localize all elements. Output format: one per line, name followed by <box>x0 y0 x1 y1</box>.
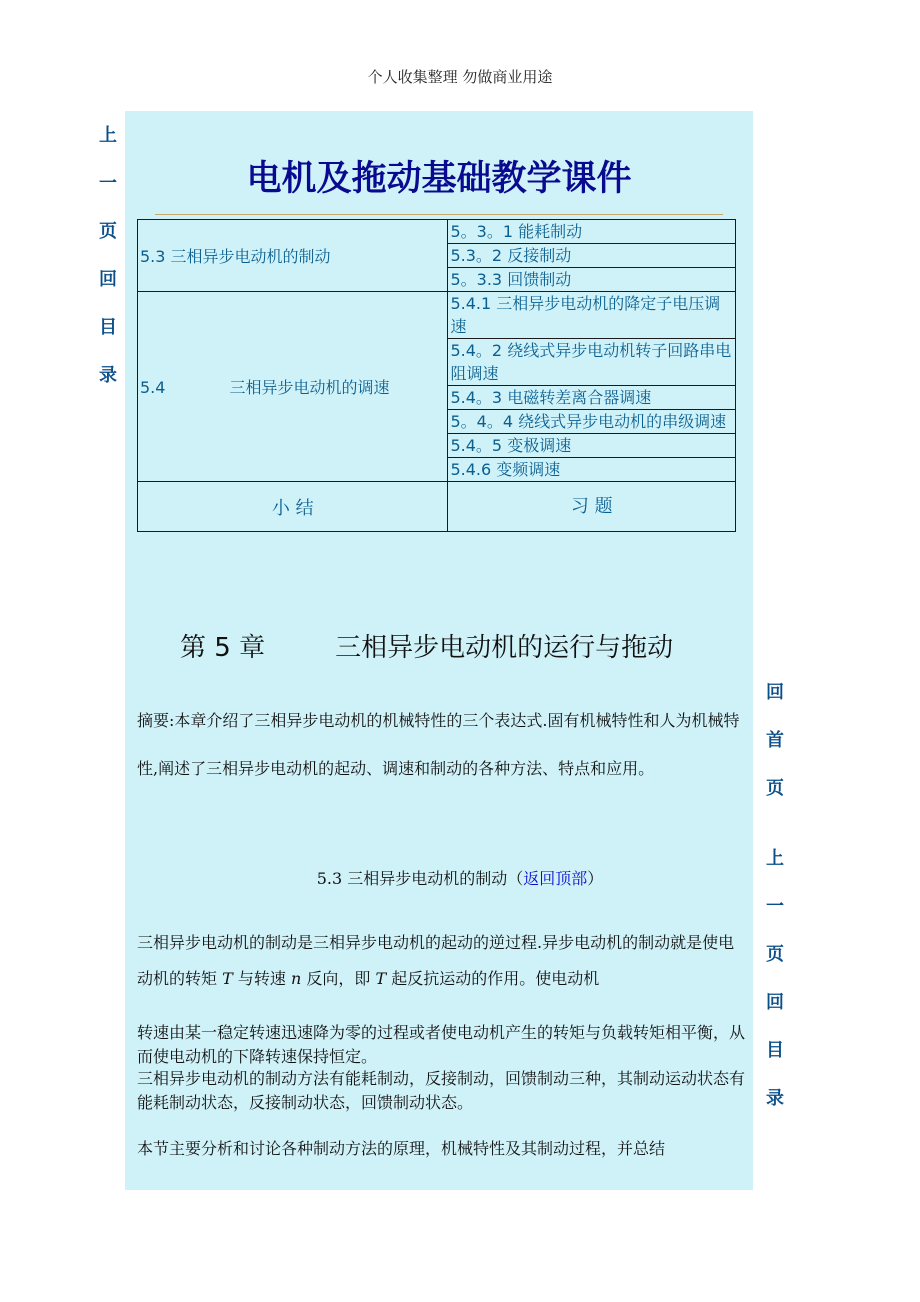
section-heading <box>0 866 920 889</box>
section-title-close: ） <box>587 869 604 888</box>
chapter-name: 三相异步电动机的运行与拖动 <box>335 633 674 663</box>
left-nav <box>95 121 121 409</box>
toc-item-5-4-2[interactable]: 5.4。2 绕线式异步电动机转子回路串电阻调速 <box>448 339 736 386</box>
toc-item-5-4-3[interactable]: 5.4。3 电磁转差离合器调速 <box>448 386 736 410</box>
abstract-text: 摘要:本章介绍了三相异步电动机的机械特性的三个表达式.固有机械特性和人为机械特性,阐述了三相异步电动机的起动、调速和制动的各种方法、特点和应用。 <box>137 711 740 778</box>
header-note: 个人收集整理 勿做商业用途 <box>367 68 553 86</box>
toc-item-5-3-1[interactable]: 5。3。1 能耗制动 <box>448 220 736 244</box>
back-to-top-link[interactable]: 返回顶部 <box>523 869 588 888</box>
nav-prev-page[interactable]: 上 <box>766 848 784 869</box>
nav-prev-page[interactable]: 一 <box>99 173 117 194</box>
toc-table <box>137 219 736 532</box>
toc-item-5-4-1[interactable]: 5.4.1 三相异步电动机的降定子电压调速 <box>448 292 736 339</box>
nav-home[interactable]: 页 <box>766 778 784 799</box>
toc-summary-link[interactable]: 小 结 <box>138 482 448 532</box>
chapter-heading <box>180 627 673 664</box>
toc-item-5-4-6[interactable]: 5.4.6 变频调速 <box>448 458 736 482</box>
var-speed: n <box>290 969 302 988</box>
toc-section-5-4[interactable] <box>138 292 448 482</box>
nav-prev-page[interactable]: 页 <box>766 944 784 965</box>
title-divider <box>155 214 723 215</box>
paragraph-section-overview: 本节主要分析和讨论各种制动方法的原理，机械特性及其制动过程，并总结 <box>137 1139 666 1158</box>
toc-section-5-4-num: 5.4 <box>140 378 166 397</box>
nav-back-to-toc[interactable]: 录 <box>99 365 117 386</box>
toc-exercises-link[interactable]: 习 题 <box>448 482 736 532</box>
toc-item-5-4-5[interactable]: 5.4。5 变极调速 <box>448 434 736 458</box>
para1-text-a: 三相异步电动机的制动是三相异步电动机的起动的逆过程.异步电动机的制动就是使电动机的转矩 <box>137 933 735 988</box>
nav-back-to-toc[interactable]: 目 <box>766 1040 784 1061</box>
nav-prev-page[interactable]: 一 <box>766 896 784 917</box>
nav-home[interactable]: 首 <box>766 730 784 751</box>
toc-item-5-4-4[interactable]: 5。4。4 绕线式异步电动机的串级调速 <box>448 410 736 434</box>
nav-back-to-toc[interactable]: 目 <box>99 317 117 338</box>
section-title: 5.3 三相异步电动机的制动（ <box>316 869 524 888</box>
nav-back-to-toc[interactable]: 录 <box>766 1088 784 1109</box>
nav-prev-page[interactable]: 页 <box>99 221 117 242</box>
nav-back-to-toc[interactable]: 回 <box>99 269 117 290</box>
toc-section-5-3[interactable]: 5.3 三相异步电动机的制动 <box>138 220 448 292</box>
paragraph-braking-intro-cont: 转速由某一稳定转速迅速降为零的过程或者使电动机产生的转矩与负载转矩相平衡，从而使电动机的下降转速保持恒定。 <box>137 1023 746 1066</box>
paragraph-braking-methods: 三相异步电动机的制动方法有能耗制动，反接制动，回馈制动三种，其制动运动状态有能耗制动状态，反接制动状态，回馈制动状态。 <box>137 1069 746 1112</box>
nav-back-to-toc[interactable]: 回 <box>766 992 784 1013</box>
nav-prev-page[interactable]: 上 <box>99 125 117 146</box>
para1-text-b: 与转速 <box>232 969 291 988</box>
toc-item-5-3-3[interactable]: 5。3.3 回馈制动 <box>448 268 736 292</box>
var-torque: T <box>222 969 233 988</box>
right-nav <box>762 678 788 1132</box>
paragraph-braking-intro <box>137 925 747 997</box>
toc-item-5-3-2[interactable]: 5.3。2 反接制动 <box>448 244 736 268</box>
nav-home[interactable]: 回 <box>766 682 784 703</box>
var-torque: T <box>375 969 387 988</box>
para1-text-c: 反向，即 <box>301 969 376 988</box>
toc-section-5-4-text: 三相异步电动机的调速 <box>229 378 390 397</box>
chapter-number: 第 5 章 <box>180 633 266 663</box>
page-title: 电机及拖动基础教学课件 <box>246 159 632 199</box>
para1-text-d: 起反抗运动的作用。使电动机 <box>386 969 600 988</box>
